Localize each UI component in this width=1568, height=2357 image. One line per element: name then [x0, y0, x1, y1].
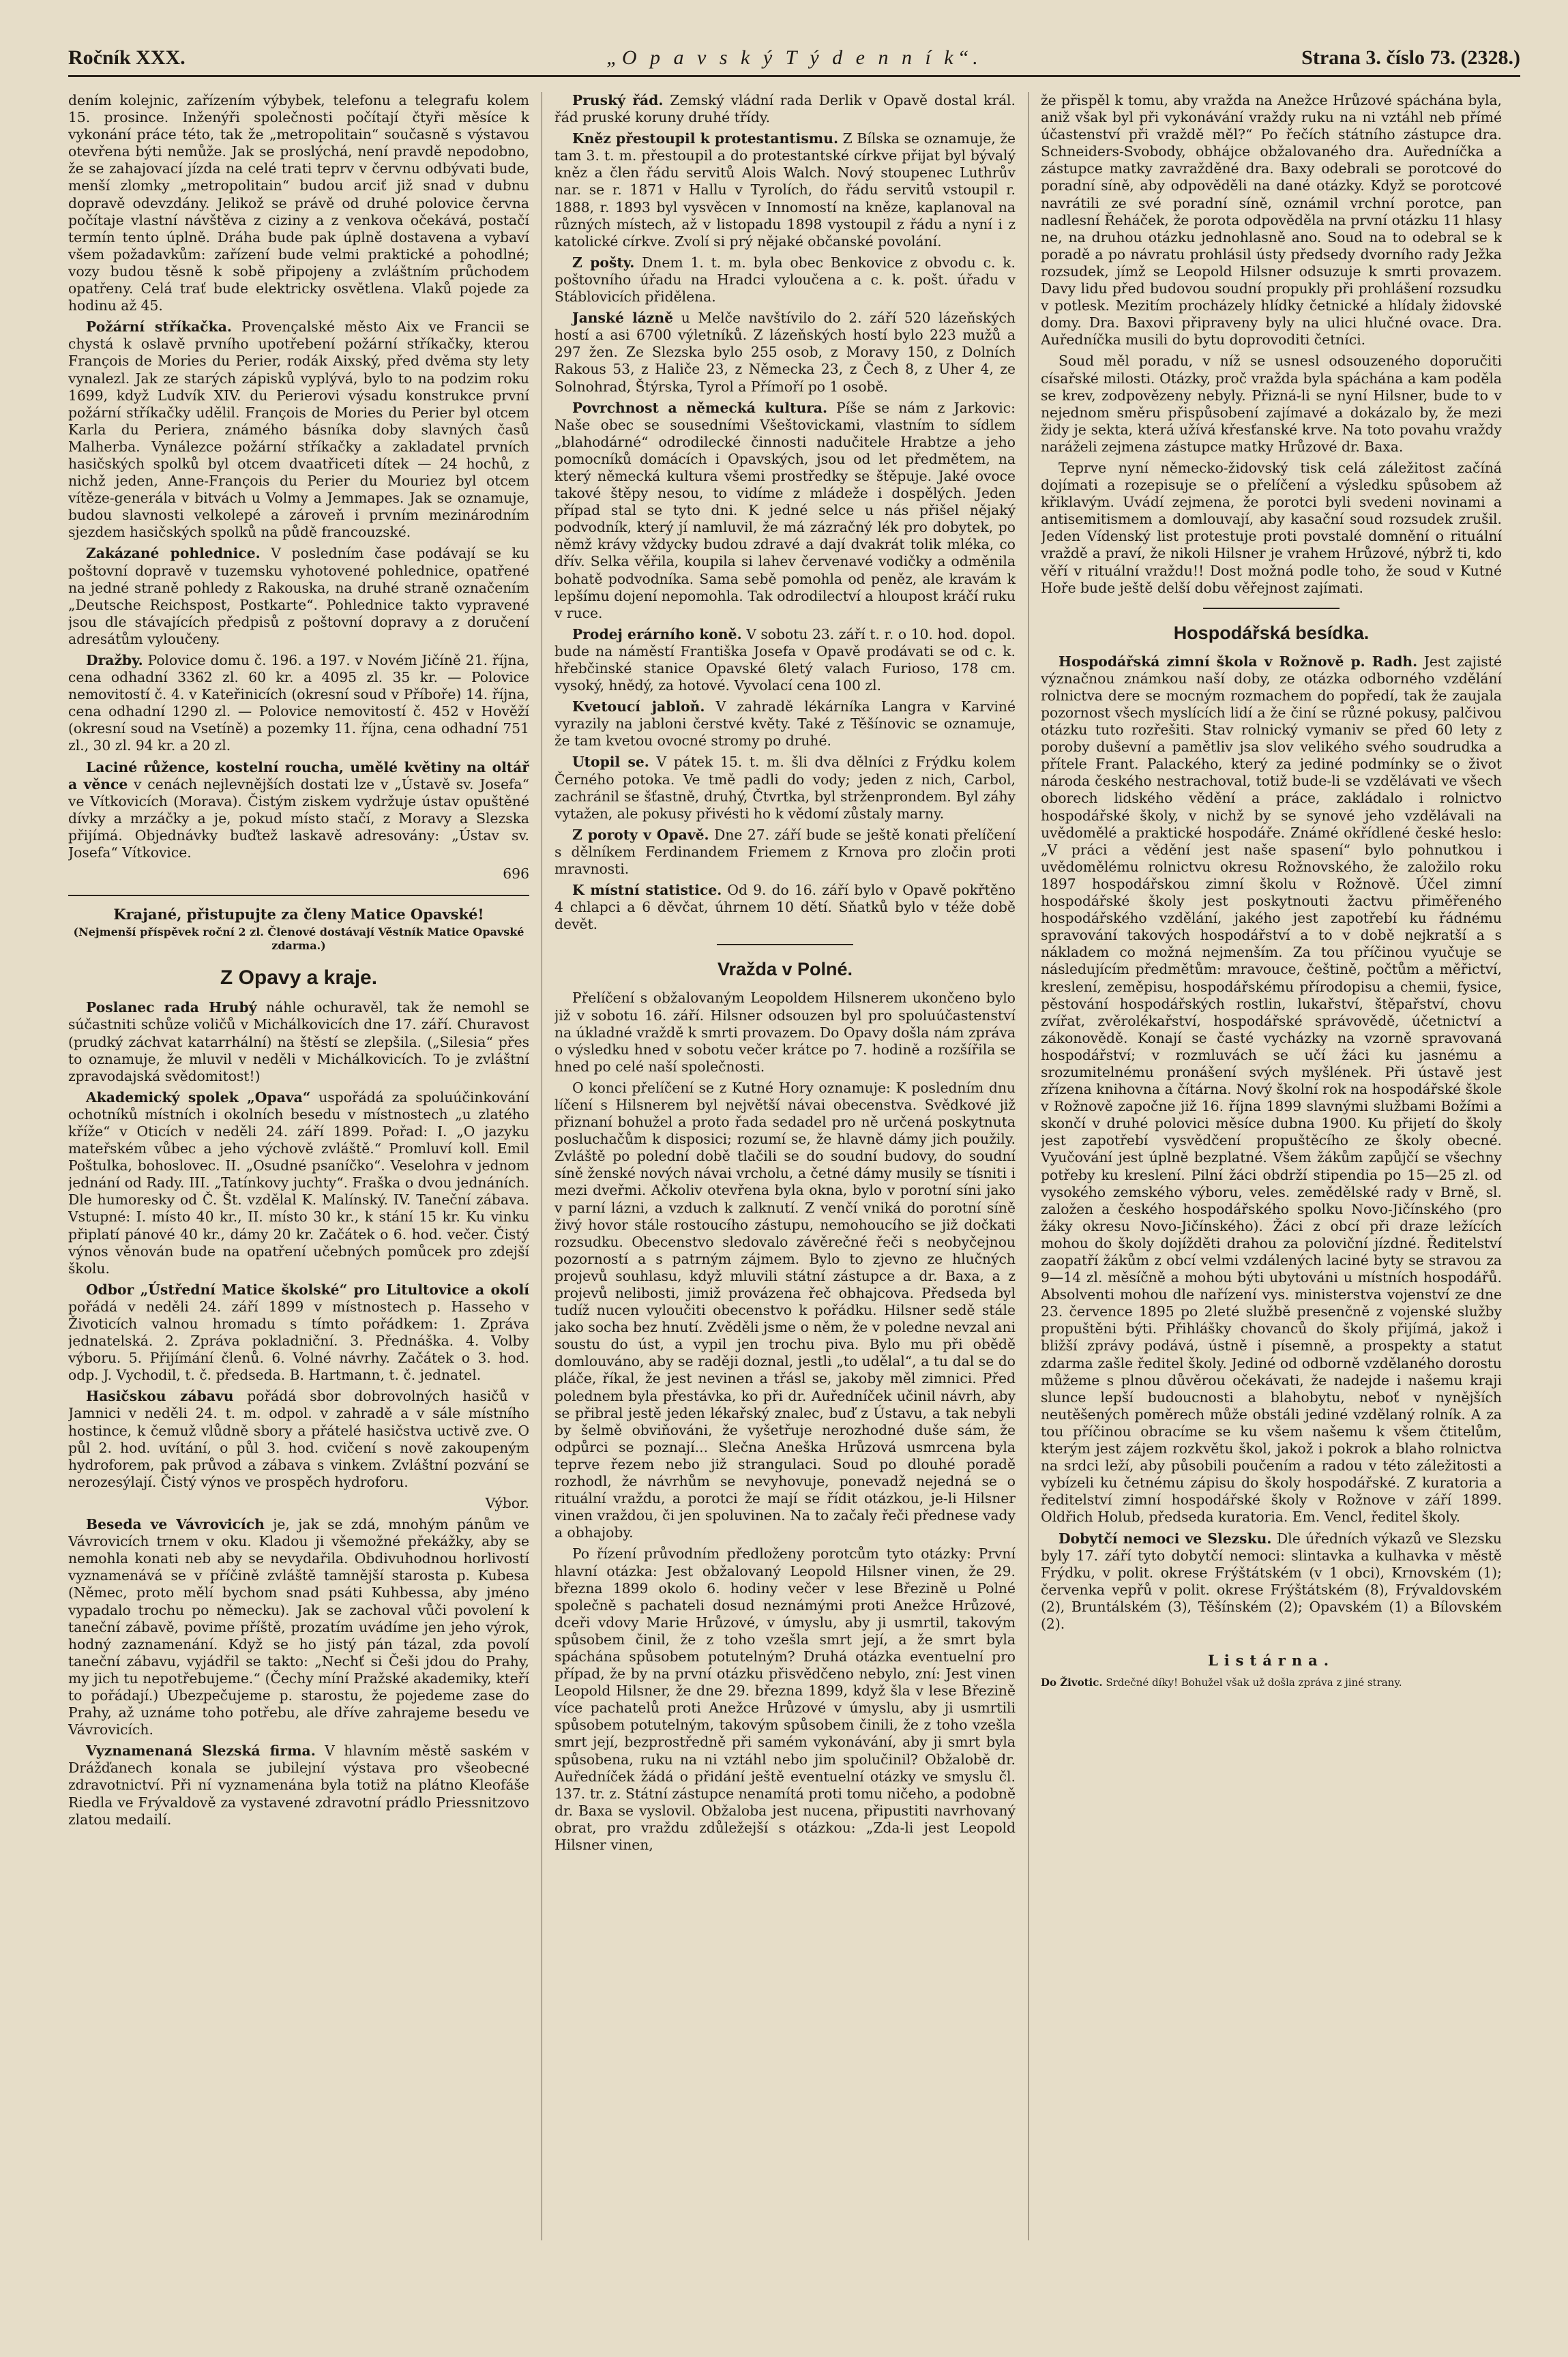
article	[68, 1089, 529, 1277]
article	[68, 999, 529, 1084]
article-text: Polovice domu č. 196. a 197. v Novém Jičíně 21. října, cena odhadní 3362 zl. 60 kr. a 4095 zl. 35 kr. — Polovice nemovitostí č. 4. v Kateřinicích (okresní soud v Příboře) 14. října, cena odhadní 1290 zl. — Polovice nemovitostí č. 452 v Hověží (okresní soud na Vsetíně) a pozemky 11. října, cena odhadní 751 zl., 30 zl. 94 kr. a 20 zl.	[68, 652, 529, 754]
columns	[68, 92, 1520, 2343]
article-heading: Akademický spolek „Opava“	[86, 1088, 311, 1106]
article-heading: Beseda ve Vávrovicích	[86, 1516, 265, 1533]
article-text: náhle ochuravěl, tak že nemohl se súčastniti schůze voličů v Michálkovicích dne 17. září. Churavost (prudký záchvat katarrhální) na štěstí se zlepšila. („Silesia“ přes to oznamuje, že mluvil v neděli v Michálkovicích. To je zvláštní zpravodajská svědomitost!)	[68, 999, 529, 1084]
advert-text: v cenách nejlevnějších dostati lze v „Ústavě sv. Josefa“ ve Vítkovicích (Morava). Čistým ziskem vydržuje ústav opuštěné dívky a mrzáčky a je, pokud místo stačí, z Moravy a Slezska přijímá. Objednávky buďtež laskavě adresovány: „Ústav sv. Josefa“ Vítkovice.	[68, 775, 529, 861]
letter	[1041, 1676, 1502, 1689]
matice-appeal: Krajané, přistupujte za členy Matice Opavské!	[113, 906, 484, 923]
matice-note: (Nejmenší příspěvek roční 2 zl. Členové dostávají Věstník Matice Opavské zdarma.)	[73, 925, 524, 953]
advert	[68, 759, 529, 862]
column-1	[68, 92, 529, 2343]
article	[554, 626, 1016, 694]
article-text: Dne 27. září bude se ještě konati přelíčení s dělníkem Ferdinandem Friemem z Krnova pro zločin proti mravnosti.	[554, 826, 1016, 878]
article	[68, 652, 529, 755]
article-text: Přelíčení s obžalovaným Leopoldem Hilsnerem ukončeno bylo již v sobotu 16. září. Hilsner odsouzen byl pro spoluúčastenství na úkladné vraždě k smrti provazem. Do Opavy došla nám zpráva o výsledku hned v sobotu večer krátce po 7. hodině a rozšířila se hned po celé naší společnosti.	[554, 990, 1016, 1075]
article	[68, 1388, 529, 1491]
article	[554, 92, 1016, 126]
article	[1041, 653, 1502, 1526]
column-2	[554, 92, 1016, 2343]
article	[554, 130, 1016, 250]
article-text: je, jak se zdá, mnohým pánům ve Vávrovicích trnem v oku. Kladou ji všemožné překážky, aby se nemohla konati neb aby se nevydařila. Obdivuhodnou horlivostí vyznamenává se v příčině zvláště tamnější starosta p. Kubesa (Němec, proto mělí bychom snad psáti Kuhbessa, aby jméno vypadalo trochu po německu). Jak se zachoval vůči povolení k taneční zábavě, povime příště, prozatím uvádíme jen jeho výrok, hodný zaznamenání. Když se ho jistý pán tázal, zda povolí taneční zábavu, vyjádřil se takto: „Nechť si Češi jdou do Prahy, my jich tu nepotřebujeme.“ (Čechy míní Pražské akademiky, kteří to pořádají.) Ubezpečujeme p. starostu, že pojedeme zase do Prahy, až uznáme toho potřebu, ale dříve zahrajeme besedu ve Vávrovicích.	[68, 1516, 529, 1738]
article-text: pořádá v neděli 24. září 1899 v místnostech p. Hasseho v Životicích valnou hromadu s tímto pořádkem: 1. Zpráva jednatelská. 2. Zpráva pokladniční. 3. Přednáška. 4. Volby výboru. 5. Přijímání členů. 6. Volné návrhy. Začátek o 3. hod. odp. J. Vychodil, t. č. předseda. B. Hartmann, t. č. jednatel.	[68, 1298, 529, 1384]
article-heading: Pruský řád.	[572, 92, 664, 108]
article-heading: Povrchnost a německá kultura.	[572, 399, 828, 416]
article-text: Od 9. do 16. září bylo v Opavě pokřtěno 4 chlapci a 6 děvčat, úhrnem 10 dětí. Sňatků bylo v téže době devět.	[554, 882, 1016, 933]
article-text: pořádá sbor dobrovolných hasičů v Jamnici v neděli 24. t. m. odpol. v zahradě a v sále místního hostince, k čemuž vlůdně sbory a přátelé hasičstva uctivě zve. O půl 2. hod. uvítání, o půl 3. hod. cvičení s nově zakoupeným hydroforem, pak průvod a zábava s vinkem. Zvláštní pozvání se nerozesýlají. Čistý výnos ve prospěch hydroforu.	[68, 1388, 529, 1490]
newspaper-title: „O p a v s k ý T ý d e n n í k“.	[606, 46, 982, 69]
article-text: Soud měl poradu, v níž se usnesl odsouzeného doporučiti císařské milosti. Otázky, proč vražda byla spáchána a kam poděla se krev, zodpovězeny nebyly. Přizná-li se nyní Hilsner, bude to v nejednom směru přispůsobení zajímavé a dokázalo by, že mezi židy je sekta, která užívá křesťanské krve. Na toto povahu vraždy naráželi zejmena zástupce matky Hrůzové dr. Baxa.	[1041, 353, 1502, 455]
article	[1041, 1530, 1502, 1633]
article	[554, 698, 1016, 750]
article-text: uspořádá za spoluúčinkování ochotníků místních i okolních besedu v místnostech „u zlatého kříže“ v Oticích v neděli 24. září 1899. Pořad: I. „O jazyku mateřském vůbec a jeho výchově zvláště.“ Promluví koll. Emil Poštulka, bohoslovec. II. „Osudné psaníčko“. Veselohra v jednom jednání od Rady. III. „Tatínkovy juchty“. Fraška o dvou jednáních. Dle humoresky od Č. Št. vzdělal K. Malínský. IV. Taneční zábava. Vstupné: I. místo 40 kr., II. místo 30 kr., k stání 15 kr. Ku vinku připlatí pánové 40 kr., dámy 20 kr. Začátek o 6. hod. večer. Čistý výnos věnován bude na opatření učebných pomůcek pro zdejší školu.	[68, 1088, 529, 1277]
article-text: Dnem 1. t. m. byla obec Benkovice z obvodu c. k. poštovního úřadu na Hradci vyloučena a c. k. pošt. úřadu v Stáblovicích přidělena.	[554, 254, 1016, 306]
article-text: V zahradě lékárníka Langra v Karviné vyrazily na jabloni čerstvé květy. Také z Těšínovic se oznamuje, že tam kvetou ovocné stromy po druhé.	[554, 698, 1016, 750]
article-text: O konci přelíčení se z Kutné Hory oznamuje: K posledním dnu líčení s Hilsnerem byl největší návai obecenstva. Svědkové již přiznaní bohužel a proto řada sedadel pro ně určená poskytnuta posluchačům k disposici; rozumí se, že hlavně dámy jich použily. Zvláště po polední době tlačili se do soudní budovy, do soudní síně ženské nových návai vrcholu, a četné dámy musily se tísniti i mezi dveřmi. Ačkoliv otevřena byla okna, bylo v porotní síni jako v parní lázni, a vzduch k zalknutí. Z venčí vniká do porotní síně živý hovor stále rostoucího zástupu, nemohoucího se již dočkati rozsudku. Obecenstvo sledovalo závěrečné řeči s neobyčejnou pozorností a s patrným zájmem. Bylo to zjevno ze hlučných projevů souhlasu, když mluvili státní zástupce a dr. Baxa, a z projevů nelibosti, jimiž provázena řeč obhajcova. Předseda byl tudíž nucen vyloučiti obecenstvo k pořádku. Hilsner sedě stále jako socha bez hnutí. Zvěděli jsme o něm, že v poledne nevzal ani soustu do úst, a vypil jen trochu piva. Bylo mu při obědě domlouváno, aby se raději doznal, jestli „to udělal“, a tu dal se do pláče, říkal, že jest nevinen a třásl se, jakoby měl zimnici. Před polednem byla přestávka, ko při dr. Auředníček učinil návrh, aby se přibral jestě jeden lékařský znalec, buď z Ústavu, a tak nebyli by šelmě obviňováni, že vyšetřuje nerozhodné duše sám, že odpůrci se poznají... Slečna Aneška Hrůzová usmrcena byla teprve řezem nebo již strangulaci. Soud po dlouhé poradě rozhodl, že návrhům se nevyhovuje, ponevadž nejedná se o rituální vraždu, a porotci že mají se řídit otázkou, je-li Hilsner vinen vraždou, či jen spoluvinen. Na to začaly řeči přednese vady a obhajoby.	[554, 1079, 1016, 1541]
article-text: Zemský vládní rada Derlik v Opavě dostal král. řád pruské koruny druhé třídy.	[554, 92, 1016, 126]
article	[554, 882, 1016, 933]
page-number: Strana 3. číslo 73. (2328.)	[1301, 46, 1520, 69]
advert-number: 696	[503, 865, 529, 883]
section-heading: Z Opavy a kraje.	[220, 966, 378, 990]
article	[68, 1281, 529, 1384]
article-heading: Prodej erárního koně.	[572, 625, 742, 642]
article-text: že přispěl k tomu, aby vražda na Anežce Hrůzové spáchána byla, aniž však byl při vykonávání vraždy ruku na ni vztáhl neb přímé účastenství při vraždě měl?“ Po řečích státního zástupce dra. Schneiders-Svobody, obhájce obžalovaného dra. Auředníčka a zástupce matky zavražděné dra. Baxy odebrali se porotcové do poradní síně, aby odpověděli na dané otázky. Když se porotcové navrátili ze své poradní síně, oznámil vrchní porotce, pan nadlesní Řeháček, že porota odpověděla na první otázku 11 hlasy ne, na druhou otázku jednohlasně ano. Soud na to odebral se k poradě a po návratu prohlásil ústy předsedy dvorního rady Ježka rozsudek, jímž se Leopold Hilsner odsuzuje k smrti provazem. Davy lidu před budovou soudní propukly při prohlášení rozsudku v potlesk. Mezitím procházely hlídky četnické a hlídaly židovské domy. Dra. Baxovi připraveny byly na ulici hlučné ovace. Dra. Auředníčka musili do bytu doprovoditi četníci.	[1041, 92, 1502, 349]
article	[68, 1516, 529, 1738]
article-text: Provençalské město Aix ve Francii se chystá k oslavě prvního upotřebení požární stříkačky, kterou François de Mories du Perier, rodák Aixský, před dvěma sty lety vynalezl. Jak ze starých zápisků vyplývá, bylo to na podzim roku 1699, když Ludvík XIV. du Perierovi výsadu konstrukce první požární stříkačky udělil. François de Mories du Perier byl otcem Karla du Periera, známého básníka doby slavných časů Malherba. Vynálezce požární stříkačky a zakladatel prvních hasičských spolků byl otcem dvaatřiceti dítek — 24 hochů, z nichž jeden, Anne-François du Perier du Mouriez byl otcem vítěze-generála v bitvách u Volmy a Jemmapes. Jak se oznamuje, budou slavnosti velkolepé a zároveň i prvním mezinárodním sjezdem hasičských spolků na půdě francouzské.	[68, 318, 529, 541]
article-heading: Dobytčí nemoci ve Slezsku.	[1059, 1530, 1272, 1547]
divider	[1203, 608, 1340, 609]
article-text: Z Bílska se oznamuje, že tam 3. t. m. přestoupil a do protestantské církve přijat byl bývalý kněz a člen řádu servitů Alois Walch. Nový stoupenec Luthrův nar. se r. 1871 v Hallu v Tyrolích, do řádu servitů vstoupil r. 1888, r. 1893 byl vysvěcen v Innomostí na kněze, kaplanoval na různých místech, až v listopadu 1898 vystoupil z řádu a nyní i z katolické církve. Zvolí si prý nějaké občanské povolání.	[554, 130, 1016, 250]
article-heading: Hasičskou zábavu	[86, 1388, 234, 1405]
section-heading: Hospodářská besídka.	[1173, 622, 1370, 643]
article-heading: Kněz přestoupil k protestantismu.	[572, 130, 839, 147]
article-text: V pátek 15. t. m. šli dva dělníci z Frýdku kolem Černého potoka. Ve tmě padli do vody; jeden z nich, Carbol, zachránil se šťastně, druhý, Čtvrtka, byl strženprondem. Byl záhy vytažen, ale pokusy přivésti ho k vědomí zůstaly marny.	[554, 754, 1016, 822]
article-text: Dle úředních výkazů ve Slezsku byly 17. září tyto dobytčí nemoci: slintavka a kulhavka v městě Frýdku, v polit. okrese Frýštátském (v 1 obci), Krnovském (1); červenka vepřů v polit. okrese Frýštátském (8), Frývaldovském (2), Bruntálském (3), Těšínském (2); Opavském (1) a Bílovském (2).	[1041, 1530, 1502, 1632]
masthead	[68, 41, 1520, 77]
article-text: V posledním čase podávají se ku poštovní dopravě v tuzemsku vyhotovené pohlednice, opatřené na jedné straně pohledy z Rakouska, na druhé straně označením „Deutsche Reichspost, Postkarte“. Pohlednice takto vypravené jsou dle stávajících předpisů z poštovní dopravy a z doručení adresátům vyloučeny.	[68, 545, 529, 647]
article	[554, 254, 1016, 306]
article	[554, 827, 1016, 878]
article-text: V hlavním městě saském v Drážďanech konala se jubilejní výstava pro všeobecné zdravotnictví. Při ní vyznamenána byla totiž na plátno Kleofáše Riedla ve Frývaldově za vystavené zdravotní prádlo Priessnitzovo zlatou medailí.	[68, 1743, 529, 1828]
divider	[717, 944, 853, 945]
article	[554, 754, 1016, 822]
article	[68, 545, 529, 648]
article-heading: Janské lázně	[572, 310, 674, 327]
article-text: dením kolejnic, zařízením výbybek, telefonu a telegrafu kolem 15. prosince. Inženýři společnosti počítají čtyři měsíce k vykonání práce této, tak že „metropolitain“ současně s výstavou otevřena býti nemůže. Jak se proslýchá, není pravdě nepodobno, že se zahajovací jízda na celé trati teprv v červnu odbývati bude, menší zlomky „metropolitain“ budou arciť již snad v dubnu dopravě odevzdány. Jelikož se právě od druhé polovice června počítaje vlastní návštěva z ciziny a z venkova očekává, postačí termín tento úplně. Dráha bude pak úplně dostavena a vybaví všem požadavkům: zařízení bude velmi praktické a pohodlné; vozy budou těsně k sobě připojeny a zvláštním průchodem opatřeny. Celá trať bude elektricky osvětlena. Vlaků pojede za hodinu až 45.	[68, 92, 529, 314]
article	[68, 318, 529, 541]
article-heading: Požární stříkačka.	[86, 318, 232, 336]
article	[554, 310, 1016, 395]
letter-text: Srdečné díky! Bohužel však už došla zpráva z jiné strany.	[1102, 1676, 1402, 1689]
article	[554, 400, 1016, 622]
volume-label: Ročník XXX.	[68, 46, 186, 69]
signature: Výbor.	[485, 1494, 529, 1511]
article-heading: Vyznamenaná Slezská firma.	[86, 1743, 316, 1760]
article-text: Píše se nám z Jarkovic: Naše obec se sousedními Všeštovickami, vlastním to sídlem „blahodárné“ odrodilecké činnosti nadučitele Hrabtze a jeho pomocníků domácích i Opavských, jsou od let předmětem, na který německá kultura všemi prostředky se štěpuje. Jaké ovoce takové štěpy nesou, to vidíme z mládeže i dospělých. Jeden případ stal se tyto dni. K jedné selce u nás přišel nějaký podvodník, který jí namluvil, že má zázračný lék pro dobytek, po němž krávy vždycky budou zdravé a dají dvakrát tolik mléka, co dřív. Selka věřila, koupila si lahev červenavé vodičky a odměnila bohatě podvodníka. Sama sebě pomohla od peněz, ale kravám k lepšímu dojení nepomohla. Tak odrodilectví a hloupost kráčí ruku v ruce.	[554, 399, 1016, 621]
article-heading: Poslanec rada Hrubý	[86, 999, 257, 1016]
section-heading: Vražda v Polné.	[717, 959, 853, 980]
column-3	[1041, 92, 1502, 2343]
article	[68, 1743, 529, 1828]
article-heading: Z poroty v Opavě.	[572, 826, 709, 843]
article-heading: Kvetoucí jabloň.	[572, 698, 705, 715]
article-heading: Z pošty.	[572, 254, 635, 271]
letter-heading: Do Životic.	[1041, 1676, 1103, 1689]
article-heading: Odbor „Ústřední Matice školské“ pro Litultovice a okolí	[86, 1281, 529, 1298]
article-heading: Dražby.	[86, 652, 143, 668]
article-heading: Utopil se.	[572, 754, 649, 771]
article-text: Teprve nyní německo-židovský tisk celá záležitost začíná dojímati a rozepisuje se o přelíčení a výsledku spůsobem až křiklavým. Uvádí zejmena, že porotci byli svedeni novinami a antisemitismem a domlouvají, aby kasační soud rozsudek zrušil. Jeden Vídenský list protestuje proti povstalé domnění o rituální vraždě a praví, že nikoli Hilsner je vrahem Hrůzové, nýbrž ti, kdo věří v rituální vraždu!! Dost možná podle toho, že soud v Kutné Hoře bude ještě delší dobu věřejnost zajímati.	[1041, 459, 1502, 596]
article-text: Jest zajisté význačnou známkou naší doby, ze otázka odborného vzdělání rolnictva dere se mocným rozmachem do popředí, tak že zaujala pozornost všech myslících lidí a že činí se různé pokusy, palčivou otázku tuto rozřešiti. Stav rolnický vymaniv se před 60 lety z poroby duševní a pamětliv jsa slov velikého svého soudrudka a přítele Frant. Palackého, který za jediné podmínky se o život národa českého nestrachoval, totiž bude-li se vzdělávati ve všech oborech lidského vědění a práce, zakládalo i rolnictvo hospodářské školy, v nichž by se synové jeho vzdělávali na uvědomělé a praktické hospodáře. Známé okřídlené české heslo: „V práci a vědění jest naše spasení“ bylo pohnutkou i uvědomělému rolnictvu okresu Rožnovského, že založilo roku 1897 hospodářskou zimní školu v Rožnově. Účel zimní hospodářské školy jest poskytnouti žactvu přiměřeného hospodářského vzdělání, jakého jest zapotřebí ku řádnému spravování takových hospodářství a to v době nejkratší a s nákladem co možná nejmenším. Za tou příčinou vyučuje se následujícím předmětům: mravouce, češtině, počtům a měřictví, kreslení, zeměpisu, hospodářskému přírodopisu a chemii, fysice, pěstování hospodářských rostlin, lukařství, štěpařství, chovu zvířat, zvěrolékařství, hospodářské správovědě, účetnictví a zákonovědě. Konají se časté vycházky na vzorně spravovaná hospodářství; v rozmluvách se učí žáci ku jasnému a srozumitelnému pronášení svých myšlének. Při ústavě jest zřízena knihovna a čítárna. Nový školní rok na hospodářské škole v Rožnově započne již 16. října 1899 slavnými službami Božími a skončí v druhé polovici měsíce dubna 1900. Ku přijetí do školy jest zapotřebí vysvědčení propuštěcího ze školy obecné. Vyučování jest úplně bezplatné. Všem žákům zapůjčí se všechny potřeby ku kreslení. Pilní žáci obdrží stipendia po 15—25 zl. od vysokého zemského výboru, veles. zemědělské rady v Brně, sl. založen a českého hospodářského spolku Novo-Jičínského (pro žáky okresu Novo-Jičínského). Žáci z obcí při draze ležících mohou do školy dojížděti drahou za poloviční jízdné. Ředitelství zaopatří žákům z obcí velmi vzdálených laciné byty se stravou za 9—14 zl. měsíčně a mohou býti ubytováni u místních hospodářů. Absolventi mohou dle nařízení vys. ministerstva vojenství ze dne 23. července 1895 po 2leté službě presenčně z vojenské služby propuštěni býti. Přihlášky chovanců do školy přijímá, jakož i bližší zprávy podává, ústně i písemně, a prospekty a statut zdarma zašle ředitel školy. Jediné od odborně vzdělaného dorostu můžeme s plnou důvěrou očekávati, že nadejde i našemu kraji slunce lepší budoucnosti a blahobytu, neboť v nynějších neutěšených poměrech může obstáli jediné vzdělaný rolník. A za tou příčinou obracíme se ku všem našemu k všem čtitelům, kterým jest zájem rozkvětu škol, jakož i pokrok a blaho rolnictva na srdci leží, aby působili poučením a radou v této záležitosti a vybízeli ku četnému zápisu do školy hospodářské. Z kuratoria a ředitelství zimní hospodářské školy v Rožnove v září 1899. Oldřich Holub, předseda kuratoria. Em. Vencl, ředitel školy.	[1041, 653, 1502, 1526]
advert-heading: Laciné růžence, kostelní roucha, umělé květiny na oltář a věnce	[68, 758, 529, 792]
listarna-heading: Listárna.	[1207, 1652, 1335, 1670]
divider	[68, 895, 529, 896]
article-text: V sobotu 23. září t. r. o 10. hod. dopol. bude na náměstí Františka Josefa v Opavě prodávati se od c. k. hřebčinské stanice Opavské 6letý valach Furioso, 178 cm. vysoký, hnědý, za hotové. Vyvolací cena 100 zl.	[554, 625, 1016, 694]
article-heading: Hospodářská zimní škola v Rožnově p. Radh.	[1059, 653, 1418, 670]
article-text: u Melče navštívilo do 2. září 520 lázeňských hostí a asi 6700 výletníků. Z lázeňských hostí bylo 223 mužů a 297 žen. Ze Slezska bylo 255 osob, z Moravy 150, z Dolních Rakous 53, z Haliče 23, z Německa 23, z Čech 8, z Uher 4, ze Solnohrad, Štýrska, Tyrol a Přímoří po 1 osobě.	[554, 310, 1016, 395]
article-text: Po řízení průvodním předloženy porotcům tyto otázky: První hlavní otázka: Jest obžalovaný Leopold Hilsner vinen, že 29. března 1899 okolo 6. hodiny večer v lese Březině u Polné společně s pachateli dosud neznámými proti Anežce Hrůzové, dceři vdovy Marie Hrůzové, v úmyslu, aby ji usmrtil, takovým spůsobem činil, že z toho vzešla smrt její, a že smrt byla spáchána spůsobem potutelným? Druhá otázka eventuelní pro případ, že by na první otázku přisvědčeno nebylo, zní: Jest vinen Leopold Hilsner, že dne 29. března 1899, když šla v lese Březině více pachatelů proti Anežce Hrůzové v úmyslu, aby ji usmrtili spůsobem potutelným, takovým spůsobem činili, že z toho vzešla smrt její, bezprostředně při samém vykonávání, aby ji smrt byla spůsobena, ruku na ni vztáhl nebo jim spolučinil? Obžalobě dr. Auředníček žádá o přidání ještě eventuelní otázky ve smyslu čl. 137. tr. z. Státní zástupce nenamítá proti tomu ničeho, a podobně dr. Baxa se vyslovil. Obžaloba jest nucena, připustiti navrhovaný obrat, pro vraždu zdůležejší s otázkou: „Zda-li jest Leopold Hilsner vinen,	[554, 1545, 1016, 1853]
article-heading: Zakázané pohlednice.	[86, 545, 261, 562]
article-heading: K místní statistice.	[572, 882, 722, 899]
